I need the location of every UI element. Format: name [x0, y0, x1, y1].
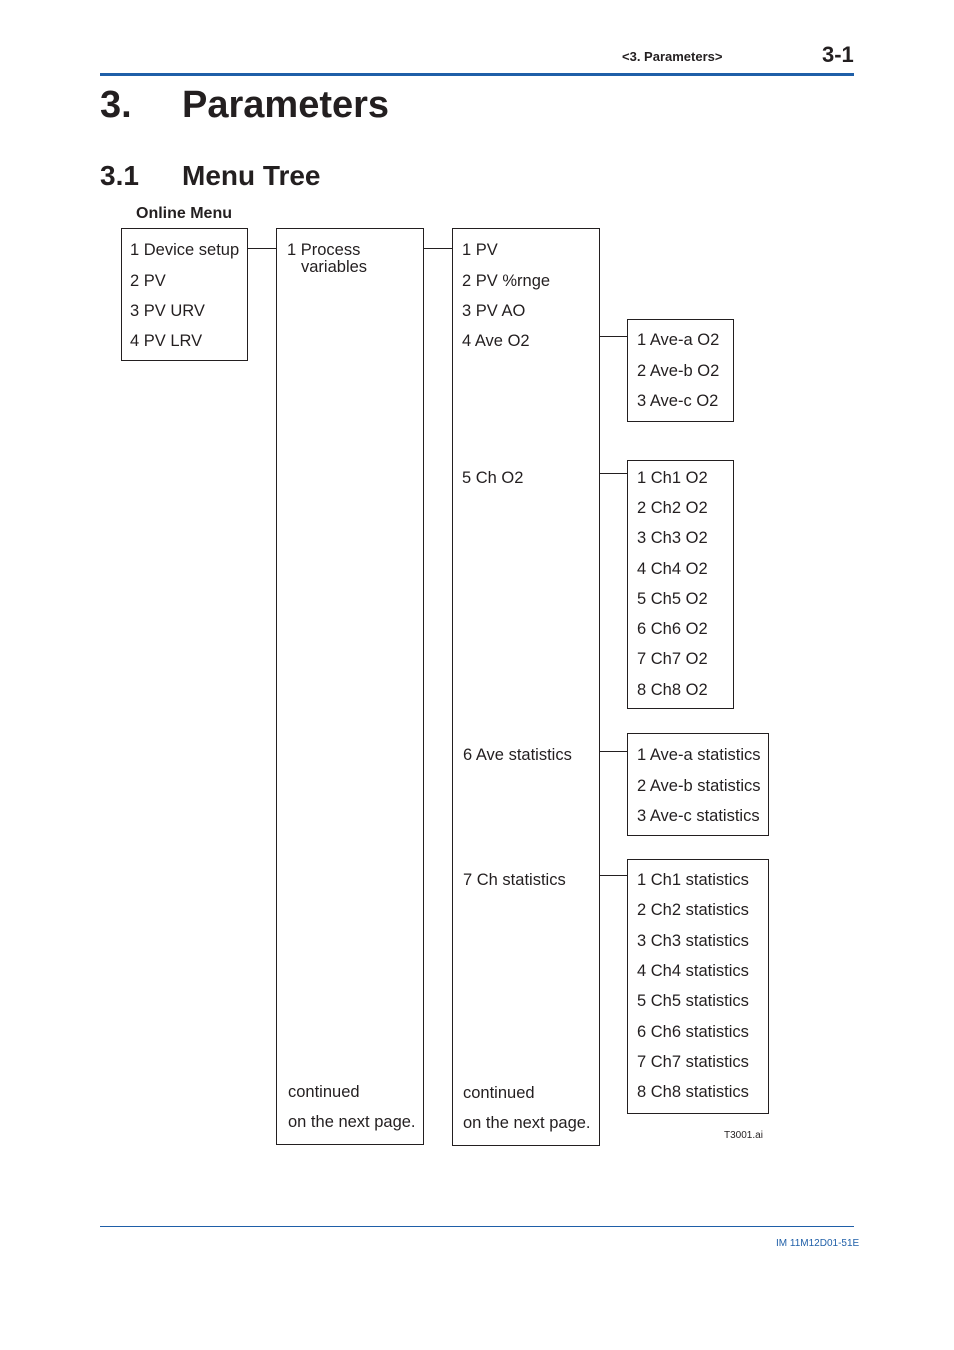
running-header-section: <3. Parameters> [622, 49, 723, 64]
connector-line [248, 248, 276, 249]
device-setup-box [276, 228, 424, 1145]
chapter-number: 3. [100, 84, 132, 126]
section-title-text: Menu Tree [182, 160, 321, 191]
document-number: IM 11M12D01-51E [776, 1238, 860, 1249]
menu-item: 4 Ch4 statistics [637, 962, 749, 980]
section-title [100, 160, 320, 192]
figure-id: T3001.ai [724, 1130, 763, 1141]
menu-item: 6 Ave statistics [463, 746, 572, 764]
process-variables-box [452, 228, 600, 1146]
menu-item: 2 PV %rnge [462, 272, 551, 290]
menu-item: 8 Ch8 O2 [637, 681, 708, 699]
menu-item: 2 Ch2 statistics [637, 901, 749, 919]
connector-line [600, 875, 628, 876]
menu-item: 6 Ch6 statistics [637, 1023, 749, 1041]
menu-item: 5 Ch O2 [462, 469, 524, 487]
header-rule [100, 73, 854, 76]
menu-item: 5 Ch5 O2 [637, 590, 708, 608]
section-number: 3.1 [100, 160, 139, 191]
menu-item: 2 PV [130, 272, 166, 290]
continued-note: continued [288, 1083, 360, 1101]
menu-item: 3 PV URV [130, 302, 205, 320]
footer-rule [100, 1226, 854, 1227]
menu-item: 3 PV AO [462, 302, 526, 320]
menu-item: 3 Ave-c statistics [637, 807, 760, 825]
connector-line [600, 751, 628, 752]
menu-item: 2 Ave-b statistics [637, 777, 761, 795]
menu-item: 1 Ave-a statistics [637, 746, 761, 764]
menu-item: 7 Ch7 O2 [637, 650, 708, 668]
connector-line [424, 248, 453, 249]
continued-note: continued [463, 1084, 535, 1102]
menu-item: 4 PV LRV [130, 332, 203, 350]
menu-item: 1 Process [287, 241, 361, 259]
menu-item-continuation: variables [301, 258, 368, 276]
menu-item: 5 Ch5 statistics [637, 992, 749, 1010]
menu-item: 7 Ch statistics [463, 871, 566, 889]
menu-item: 3 Ave-c O2 [637, 392, 719, 410]
menu-item: 1 Device setup [130, 241, 240, 259]
menu-item: 4 Ch4 O2 [637, 560, 708, 578]
chapter-title [100, 84, 389, 127]
menu-item: 3 Ch3 statistics [637, 932, 749, 950]
menu-item: 6 Ch6 O2 [637, 620, 708, 638]
menu-item: 7 Ch7 statistics [637, 1053, 749, 1071]
connector-line [600, 473, 628, 474]
continued-note: on the next page. [463, 1114, 591, 1132]
chapter-title-text: Parameters [182, 84, 390, 126]
menu-item: 1 Ave-a O2 [637, 331, 720, 349]
continued-note: on the next page. [288, 1113, 416, 1131]
online-menu-label: Online Menu [136, 205, 232, 222]
menu-item: 1 Ch1 O2 [637, 469, 708, 487]
connector-line [600, 336, 628, 337]
page-number: 3-1 [822, 42, 854, 67]
menu-item: 1 Ch1 statistics [637, 871, 749, 889]
menu-item: 1 PV [462, 241, 498, 259]
menu-item: 8 Ch8 statistics [637, 1083, 749, 1101]
menu-item: 4 Ave O2 [462, 332, 530, 350]
menu-item: 2 Ave-b O2 [637, 362, 720, 380]
menu-item: 3 Ch3 O2 [637, 529, 708, 547]
menu-item: 2 Ch2 O2 [637, 499, 708, 517]
ch-statistics-box [627, 859, 769, 1114]
